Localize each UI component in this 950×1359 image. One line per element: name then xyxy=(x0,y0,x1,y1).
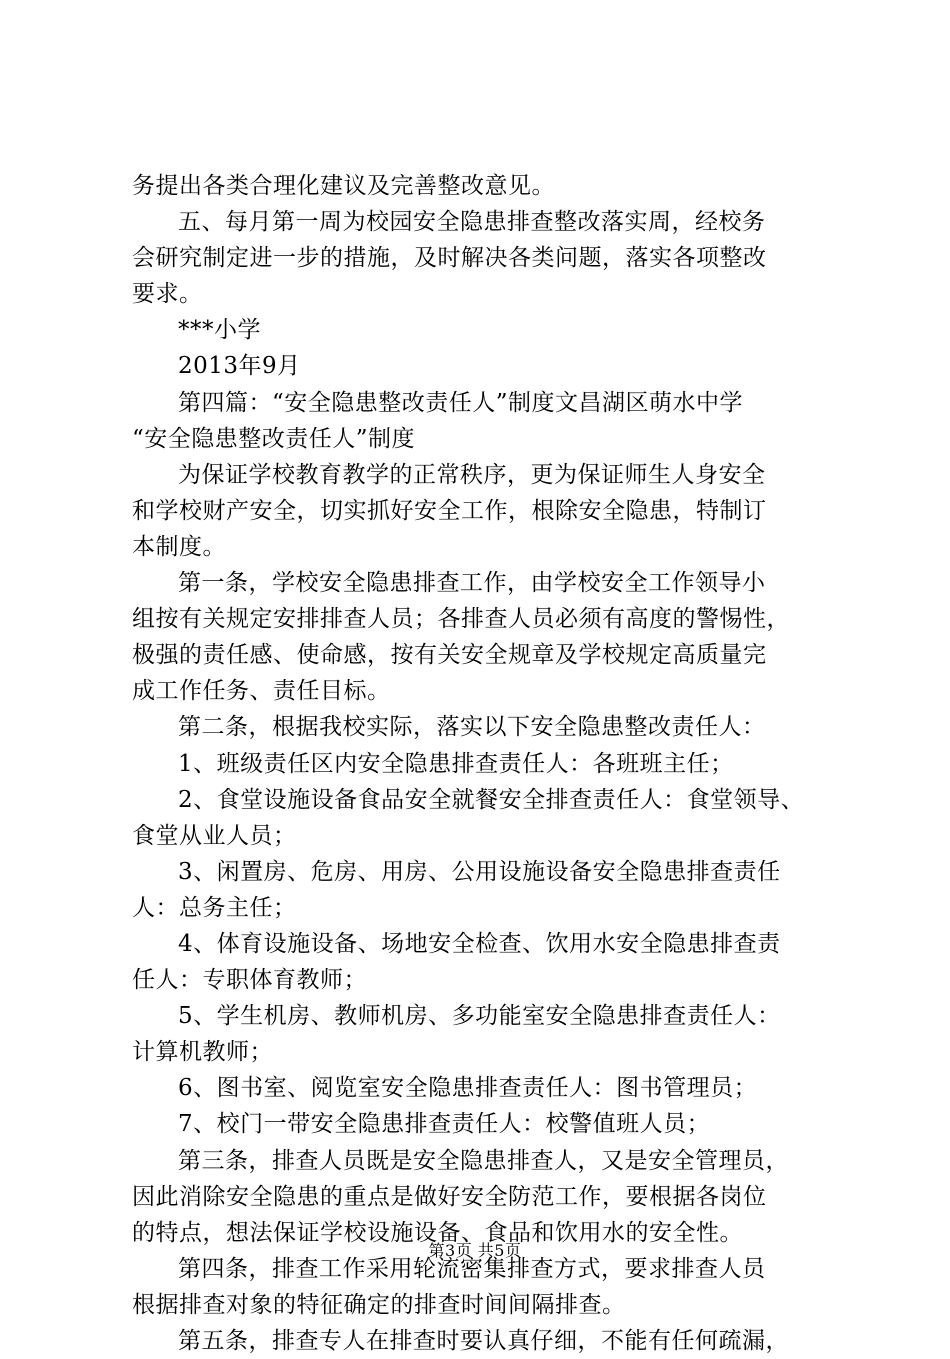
document-line: 5、学生机房、教师机房、多功能室安全隐患排查责任人： xyxy=(178,1003,781,1030)
document-line: 会研究制定进一步的措施，及时解决各类问题，落实各项整改 xyxy=(132,245,767,272)
document-line: 组按有关规定安排排查人员；各排查人员必须有高度的警惕性， xyxy=(132,606,790,633)
document-line: 6、图书室、阅览室安全隐患排查责任人：图书管理员； xyxy=(178,1075,758,1102)
document-line: 第四条，排查工作采用轮流密集排查方式，要求排查人员 xyxy=(178,1255,766,1282)
document-line: 2、食堂设施设备食品安全就餐安全排查责任人：食堂领导、 xyxy=(178,786,805,813)
document-line: 成工作任务、责任目标。 xyxy=(132,678,391,705)
document-line: 务提出各类合理化建议及完善整改意见。 xyxy=(132,173,555,199)
document-line: 极强的责任感、使命感，按有关安全规章及学校规定高质量完 xyxy=(132,642,767,669)
document-line: 3、闲置房、危房、用房、公用设施设备安全隐患排查责任 xyxy=(178,858,781,885)
document-line: 第四篇：“安全隐患整改责任人”制度文昌湖区萌水中学 xyxy=(178,389,744,416)
document-line: 五、每月第一周为校园安全隐患排查整改落实周，经校务 xyxy=(178,209,766,236)
document-line: 第一条，学校安全隐患排查工作，由学校安全工作领导小 xyxy=(178,570,766,597)
document-line: 食堂从业人员； xyxy=(132,822,297,849)
document-line: 因此消除安全隐患的重点是做好安全防范工作，要根据各岗位 xyxy=(132,1183,767,1210)
document-line: 为保证学校教育教学的正常秩序，更为保证师生人身安全 xyxy=(178,461,766,488)
document-line: 第三条，排查人员既是安全隐患排查人，又是安全管理员， xyxy=(178,1147,789,1174)
document-line: 要求。 xyxy=(132,281,203,308)
document-line: 7、校门一带安全隐患排查责任人：校警值班人员； xyxy=(178,1111,711,1138)
page-footer: 第3页 共5页 xyxy=(428,1241,522,1260)
document-line: 本制度。 xyxy=(132,533,226,560)
document-line: “安全隐患整改责任人”制度 xyxy=(132,425,416,452)
document-line: 计算机教师； xyxy=(132,1039,273,1066)
document-line: 和学校财产安全，切实抓好安全工作，根除安全隐患，特制订 xyxy=(132,497,767,524)
document-line: 第五条，排查专人在排查时要认真仔细，不能有任何疏漏， xyxy=(178,1328,789,1354)
document-body xyxy=(132,168,842,1359)
document-line: 4、体育设施设备、场地安全检查、饮用水安全隐患排查责 xyxy=(178,930,781,957)
document-line: 1、班级责任区内安全隐患排查责任人：各班班主任； xyxy=(178,750,734,777)
document-line: 任人：专职体育教师； xyxy=(132,967,367,994)
document-line: 人：总务主任； xyxy=(132,894,297,921)
document-line: 2013年9月 xyxy=(178,353,301,380)
document-line: 第二条，根据我校实际，落实以下安全隐患整改责任人： xyxy=(178,714,766,741)
document-line: 根据排查对象的特征确定的排查时间间隔排查。 xyxy=(132,1291,626,1318)
document-line: ***小学 xyxy=(178,317,261,344)
document-line: 的特点，想法保证学校设施设备、食品和饮用水的安全性。 xyxy=(132,1219,743,1246)
